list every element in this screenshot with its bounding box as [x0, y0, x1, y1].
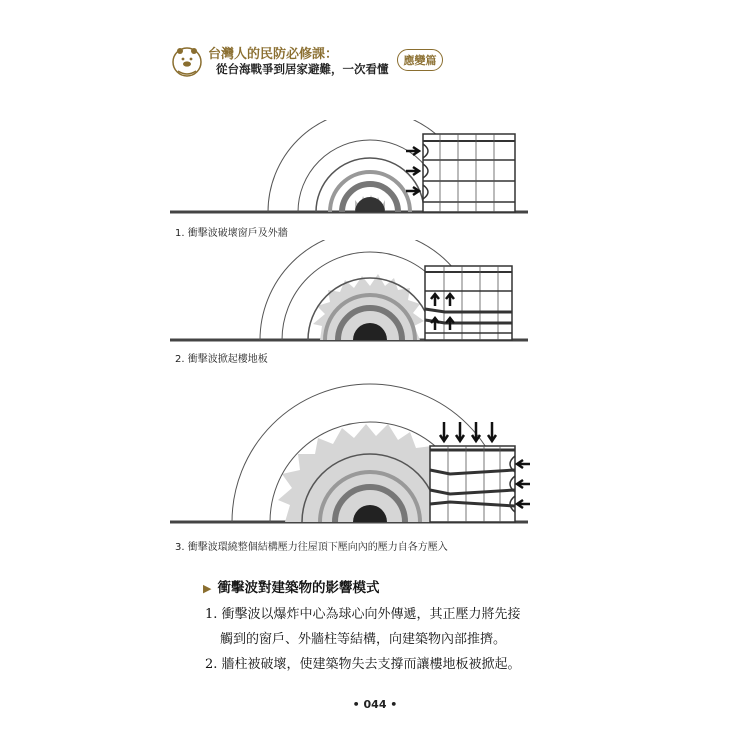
figure-2-diagram [170, 240, 535, 352]
bear-mascot-icon [170, 44, 204, 78]
list-item-1-line-2: 觸到的窗戶、外牆柱等結構，向建築物內部推擠。 [220, 632, 507, 647]
figure-1-caption: 1. 衝擊波破壞窗戶及外牆 [175, 228, 288, 239]
figure-2-caption: 2. 衝擊波掀起樓地板 [175, 354, 268, 365]
section-heading-text: 衝擊波對建築物的影響模式 [217, 580, 380, 596]
list-item-1-line-1: 1. 衝擊波以爆炸中心為球心向外傳遞，其正壓力將先接 [205, 607, 521, 622]
book-subtitle: 從台海戰爭到居家避難，一次看懂 [216, 62, 389, 76]
triangle-bullet-icon: ▶ [203, 582, 212, 595]
figure-3-diagram [170, 370, 535, 530]
page-number: • 044 • [352, 698, 398, 711]
book-title: 台灣人的民防必修課： [208, 47, 339, 62]
figure-3-caption: 3. 衝擊波環繞整個結構壓力往屋頂下壓向內的壓力自各方壓入 [175, 542, 448, 553]
list-item-2: 2. 牆柱被破壞，使建築物失去支撐而讓樓地板被掀起。 [205, 657, 521, 672]
chapter-badge: 應變篇 [397, 49, 443, 71]
figure-1-diagram [170, 120, 535, 220]
section-heading [203, 576, 379, 596]
